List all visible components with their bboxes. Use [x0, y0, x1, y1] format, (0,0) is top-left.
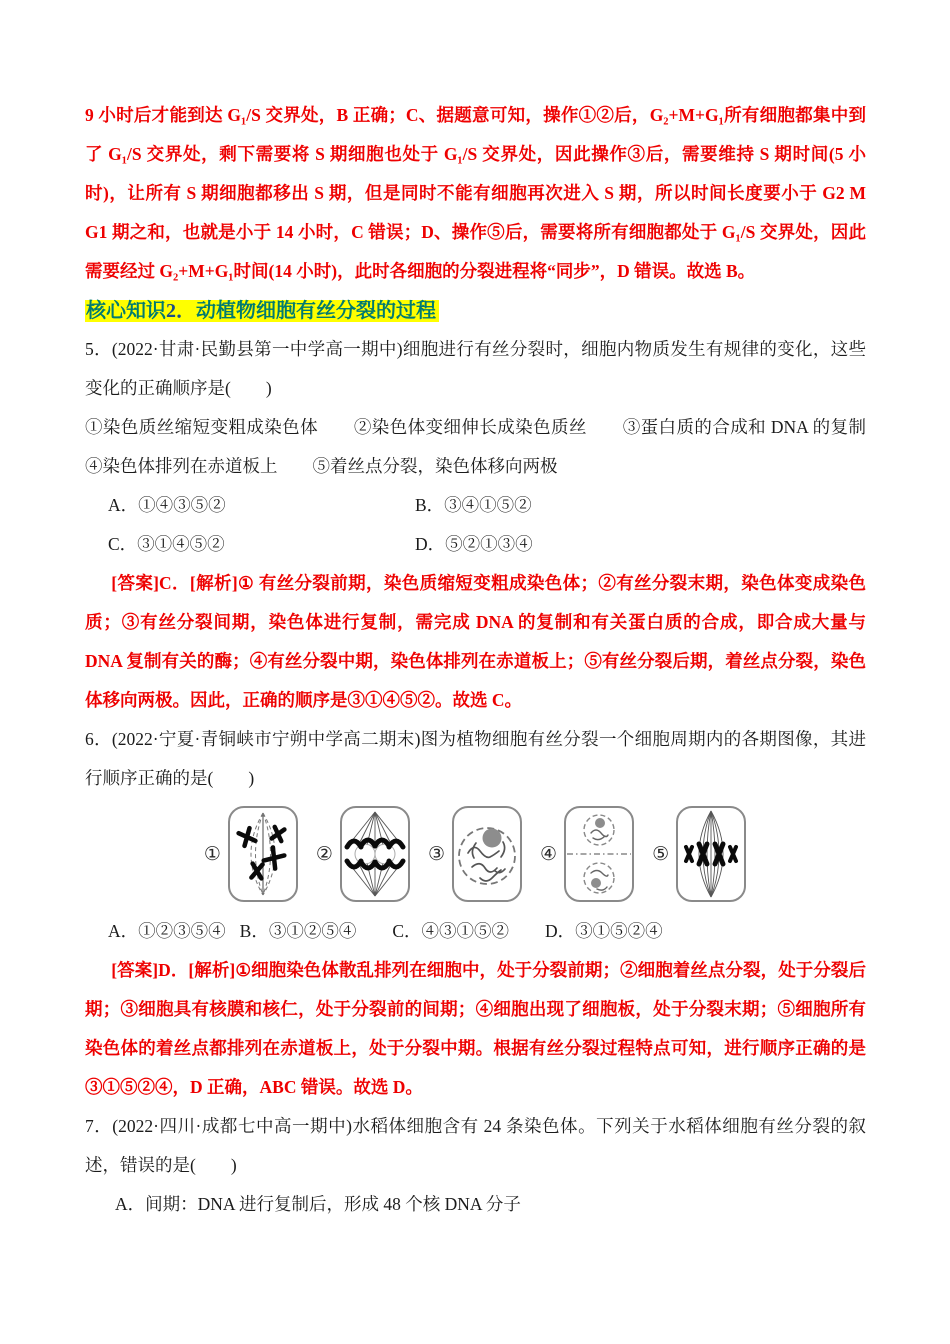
cell-diagram-telophase	[563, 805, 635, 903]
q6-option-c: C．④③①⑤②	[392, 921, 510, 941]
q6-mitosis-figure	[85, 804, 866, 904]
section-heading-title: 动植物细胞有丝分裂的过程	[196, 300, 436, 322]
q5-answer-analysis: [答案]C．[解析]① 有丝分裂前期，染色质缩短变粗成染色体；②有丝分裂末期，染色体变成染色质；③有丝分裂间期，染色体进行复制，需完成 DNA 的复制和有关蛋白质的合成，即合成大量与 DNA 复制有关的酶；④有丝分裂中期，染色体排列在赤道板上；⑤有丝分裂后期，着丝点分裂，染色体移向两极。因此，正确的顺序是③①④⑤②。故选 C。	[85, 573, 866, 710]
section-heading	[85, 295, 866, 328]
q7-option-a: A．间期：DNA 进行复制后，形成 48 个核 DNA 分子	[115, 1194, 521, 1214]
q6-answer-analysis: [答案]D．[解析]①细胞染色体散乱排列在细胞中，处于分裂前期；②细胞着丝点分裂，处于分裂后期；③细胞具有核膜和核仁，处于分裂前的间期；④细胞出现了细胞板，处于分裂末期；⑤细胞所有染色体的着丝点都排列在赤道板上，处于分裂中期。根据有丝分裂过程特点可知，进行顺序正确的是③①⑤②④，D 正确，ABC 错误。故选 D。	[85, 960, 866, 1097]
q6-stem: 6．(2022·宁夏·青铜峡市宁朔中学高二期末)图为植物细胞有丝分裂一个细胞周期内的各期图像，其进行顺序正确的是( )	[85, 729, 866, 788]
q6-option-d: D．③①⑤②④	[545, 921, 663, 941]
q5-options	[85, 486, 866, 564]
q6-option-b: B．③①②⑤④	[239, 921, 357, 941]
cell-label-5: ⑤	[652, 843, 670, 865]
section-heading-number: 2．	[166, 300, 196, 322]
cell-diagram-unit-2	[316, 805, 411, 903]
cell-diagram-metaphase	[675, 805, 747, 903]
cell-diagram-unit-3	[428, 805, 523, 903]
q6-option-a: A．①②③⑤④	[108, 921, 226, 941]
q5-option-b: B．③④①⑤②	[415, 495, 532, 515]
cell-label-4: ④	[540, 843, 558, 865]
cell-label-3: ③	[427, 843, 446, 865]
q5-option-a: A．①④③⑤②	[108, 495, 226, 515]
section-heading-highlight	[85, 300, 439, 322]
q7-stem: 7．(2022·四川·成都七中高一期中)水稻体细胞含有 24 条染色体。下列关于水稻体细胞有丝分裂的叙述，错误的是( )	[85, 1116, 866, 1175]
cell-label-1: ①	[203, 843, 221, 865]
cell-diagram-prophase	[227, 805, 299, 903]
q5-stem: 5．(2022·甘肃·民勤县第一中学高一期中)细胞进行有丝分裂时，细胞内物质发生有规律的变化，这些变化的正确顺序是( )	[85, 339, 866, 398]
cell-diagram-unit-4	[540, 805, 635, 903]
cell-label-2: ②	[315, 843, 333, 865]
q5-option-c: C．③①④⑤②	[108, 534, 225, 554]
cell-diagram-unit-5	[652, 805, 747, 903]
cell-diagram-anaphase	[339, 805, 411, 903]
cell-diagram-interphase	[451, 805, 523, 903]
section-heading-prefix: 核心知识	[86, 300, 166, 322]
q5-numbered-items: ①染色质丝缩短变粗成染色体 ②染色体变细伸长成染色质丝 ③蛋白质的合成和 DNA 的复制 ④染色体排列在赤道板上 ⑤着丝点分裂，染色体移向两极	[85, 417, 901, 476]
q5-option-d: D．⑤②①③④	[415, 534, 533, 554]
cell-diagram-unit-1	[204, 805, 299, 903]
q6-options	[85, 912, 866, 951]
analysis-continuation-text: 9 小时后才能到达 G₁/S 交界处，B 正确；C、据题意可知，操作①②后，G₂+M+G₁所有细胞都集中到了 G₁/S 交界处，剩下需要将 S 期细胞也处于 G₁/S 交界处，因此操作③后，需要维持 S 期时间(5 小时)，让所有 S 期细胞都移出 S 期，但是同时不能有细胞再次进入 S 期，所以时间长度要小于 G2 M G1 期之和，也就是小于 14 小时，C 错误；D、操作⑤后，需要将所有细胞都处于 G₁/S 交界处，因此需要经过 G₂+M+G₁时间(14 小时)，此时各细胞的分裂进程将“同步”，D 错误。故选 B。	[85, 105, 866, 281]
